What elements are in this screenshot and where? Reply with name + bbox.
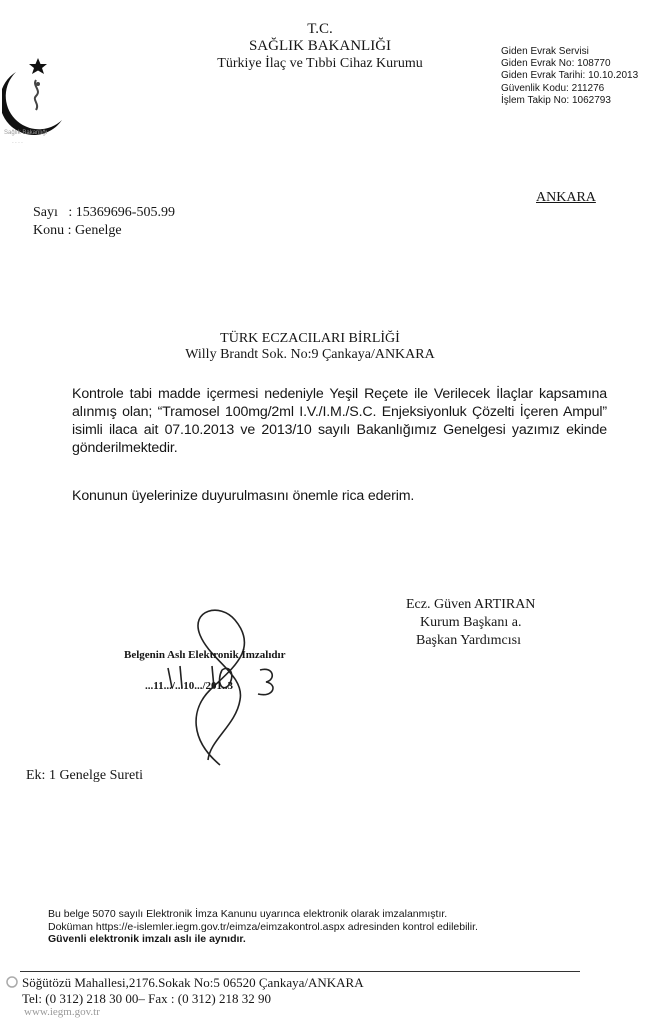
ministry-logo-icon bbox=[2, 50, 70, 160]
footer-divider bbox=[20, 971, 580, 972]
footer-contact bbox=[22, 975, 364, 1007]
reference-block bbox=[33, 204, 175, 240]
body-paragraph bbox=[72, 385, 607, 457]
signature-block bbox=[406, 596, 535, 650]
meta-tracking-number: İşlem Takip No: 1062793 bbox=[501, 94, 611, 106]
recipient-name: TÜRK ECZACILARI BİRLİĞİ bbox=[220, 331, 400, 346]
reference-subject: Konu : Genelge bbox=[33, 223, 122, 238]
recipient-address: Willy Brandt Sok. No:9 Çankaya/ANKARA bbox=[185, 347, 435, 362]
footer-logo-icon bbox=[4, 975, 20, 989]
header-ministry: SAĞLIK BAKANLIĞI bbox=[248, 38, 392, 54]
footer-website: www.iegm.gov.tr bbox=[24, 1006, 100, 1018]
attachment-note: Ek: 1 Genelge Sureti bbox=[26, 768, 144, 783]
signatory-title-2: Başkan Yardımcısı bbox=[416, 633, 521, 648]
header-agency: Türkiye İlaç ve Tıbbi Cihaz Kurumu bbox=[217, 56, 423, 71]
meta-document-number: Giden Evrak No: 108770 bbox=[501, 58, 611, 70]
header-tc: T.C. bbox=[307, 21, 333, 37]
notice-line-3: Güvenli elektronik imzalı aslı ile aynıdır. bbox=[48, 933, 246, 945]
body-paragraph-text: Kontrole tabi madde içermesi nedeniyle Yeşil Reçete ile Verilecek İlaçlar kapsamına alınmış olan; “Tramosel 100mg/2ml I.V./I.M./S.C. Enjeksiyonluk Çözelti İçeren Ampul” isimli ilaca ait 07.10.2013 ve 2013/10 sayılı Bakanlığımız Genelgesi yazımız ekinde gönderilmektedir. bbox=[72, 386, 607, 456]
notice-line-2: Doküman https://e-islemler.iegm.gov.tr/eimza/eimzakontrol.aspx adresinden kontrol edilebilir. bbox=[48, 920, 478, 933]
e-signature-notice bbox=[48, 908, 478, 946]
meta-service: Giden Evrak Servisi bbox=[501, 46, 589, 57]
signatory-name: Ecz. Güven ARTIRAN bbox=[406, 597, 536, 612]
meta-document-date: Giden Evrak Tarihi: 10.10.2013 bbox=[501, 70, 639, 82]
footer-address: Söğütözü Mahallesi,2176.Sokak No:5 06520 Çankaya/ANKARA bbox=[22, 975, 364, 990]
reference-number: Sayı : 15369696-505.99 bbox=[33, 205, 175, 220]
electronic-signature-stamp: Belgenin Aslı Elektronik İmzalıdır bbox=[124, 649, 286, 661]
place-label: ANKARA bbox=[536, 190, 596, 205]
document-meta bbox=[501, 46, 638, 107]
footer-phone: Tel: (0 312) 218 30 00– Fax : (0 312) 218 32 90 bbox=[22, 991, 271, 1006]
stamp-date: ...11.../...10.../201..3 bbox=[145, 680, 234, 692]
signatory-title: Kurum Başkanı a. bbox=[420, 615, 522, 630]
notice-line-1: Bu belge 5070 sayılı Elektronik İmza Kanunu uyarınca elektronik olarak imzalanmıştır. bbox=[48, 908, 448, 920]
svg-text:Sağlık Bakanlığı: Sağlık Bakanlığı bbox=[4, 130, 48, 136]
meta-security-code: Güvenlik Kodu: 211276 bbox=[501, 82, 605, 94]
svg-text:- - - -: - - - - bbox=[12, 140, 23, 146]
body-closing: Konunun üyelerinize duyurulmasını önemle rica ederim. bbox=[72, 488, 415, 504]
